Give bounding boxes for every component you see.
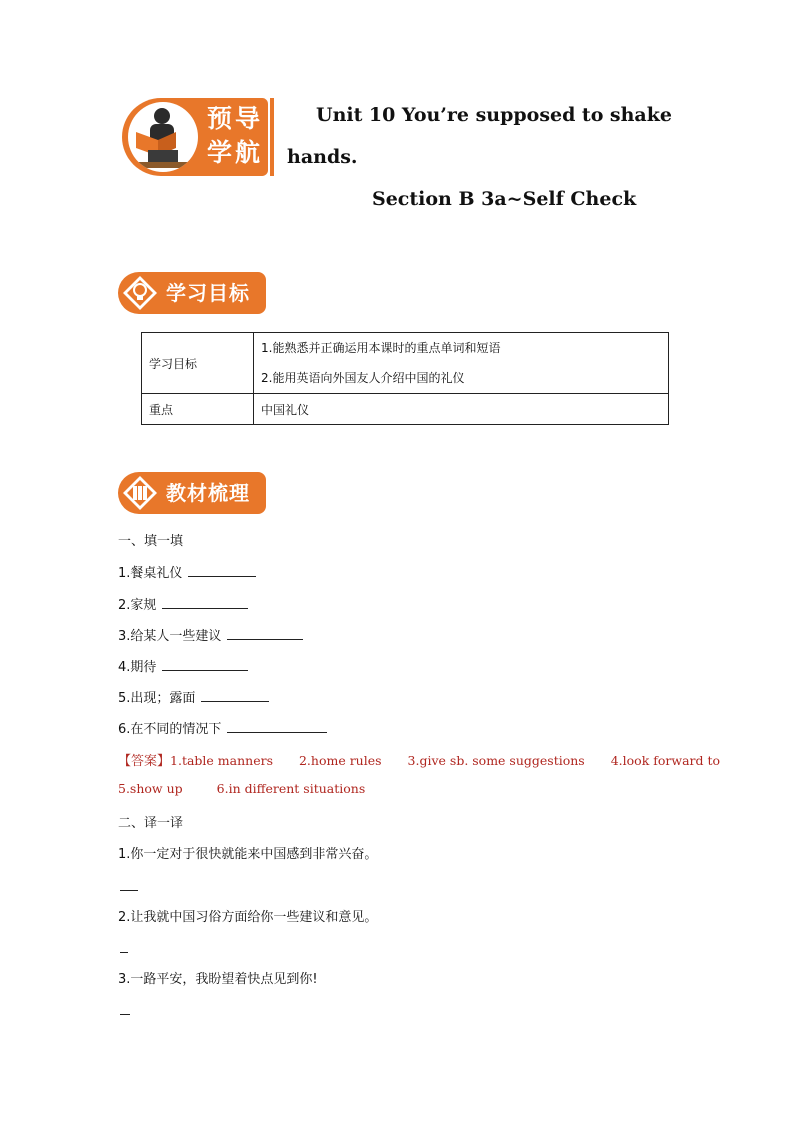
- fill-item: [118, 562, 256, 581]
- fill-item-text: 3.给某人一些建议: [118, 629, 222, 644]
- answer-blank[interactable]: [162, 658, 248, 671]
- badge-line-2: 学航: [206, 138, 263, 167]
- unit-title-line2: hands.: [287, 146, 358, 168]
- focus-label-cell: 重点: [142, 394, 254, 425]
- section-badge-materials: [118, 472, 268, 514]
- part2-heading: 二、译一译: [118, 816, 184, 831]
- fill-item-text: 1.餐桌礼仪: [118, 566, 183, 581]
- answer-item: 3.give sb. some suggestions: [407, 753, 585, 768]
- title-word: 10: [368, 104, 396, 126]
- title-word: Unit: [316, 104, 363, 126]
- title-word: You’re: [401, 104, 470, 126]
- answer-item: 2.home rules: [298, 753, 382, 768]
- translate-item: 1.你一定对于很快就能来中国感到非常兴奋。: [118, 847, 378, 862]
- fill-item: [118, 687, 269, 706]
- translate-item: 2.让我就中国习俗方面给你一些建议和意见。: [118, 910, 378, 925]
- answer-tag: 【答案】: [118, 754, 171, 769]
- table-row: [142, 394, 669, 425]
- answer-line[interactable]: [120, 1014, 130, 1015]
- lightbulb-icon: [122, 275, 158, 311]
- goals-items-cell: [254, 333, 669, 394]
- answer-line-2: [118, 781, 365, 796]
- fill-item-text: 5.出现；露面: [118, 691, 196, 706]
- title-word: supposed: [475, 104, 576, 126]
- header-divider: [270, 98, 274, 176]
- goals-table: [141, 332, 669, 425]
- header-badge: [122, 98, 272, 176]
- table-row: [142, 333, 669, 394]
- fill-item: [118, 625, 303, 644]
- title-word: to: [581, 104, 604, 126]
- answer-blank[interactable]: [188, 564, 256, 577]
- title-word: shake: [609, 104, 672, 126]
- books-icon: [122, 475, 158, 511]
- section-title: Section B 3a~Self Check: [372, 188, 637, 210]
- answer-item: 5.show up: [118, 781, 183, 796]
- answer-item: 1.table manners: [170, 753, 273, 768]
- answer-blank[interactable]: [227, 627, 303, 640]
- header-badge-text: [204, 102, 266, 170]
- goals-label-cell: 学习目标: [142, 333, 254, 394]
- badge-line-1: 预导: [206, 104, 263, 133]
- fill-item: [118, 656, 248, 675]
- answer-line[interactable]: [120, 952, 128, 953]
- answer-item: 4.look forward to: [610, 753, 721, 768]
- fill-item: [118, 594, 248, 613]
- reading-man-icon: [128, 102, 198, 172]
- answer-line-1: [118, 750, 720, 769]
- fill-item: [118, 718, 327, 737]
- focus-value-cell: 中国礼仪: [254, 394, 669, 425]
- answer-blank[interactable]: [201, 689, 269, 702]
- goal-item: 2.能用英语向外国友人介绍中国的礼仪: [261, 371, 465, 385]
- fill-item-text: 6.在不同的情况下: [118, 722, 222, 737]
- section-badge-label: 学习目标: [166, 281, 250, 305]
- fill-item-text: 2.家规: [118, 598, 157, 613]
- unit-title: [316, 104, 672, 126]
- goal-item: 1.能熟悉并正确运用本课时的重点单词和短语: [261, 341, 501, 355]
- answer-line[interactable]: [120, 890, 138, 891]
- answer-blank[interactable]: [227, 720, 327, 733]
- section-badge-goals: [118, 272, 268, 314]
- answer-item: 6.in different situations: [216, 781, 366, 796]
- fill-item-text: 4.期待: [118, 660, 157, 675]
- section-badge-label: 教材梳理: [166, 481, 250, 505]
- part1-heading: 一、填一填: [118, 534, 184, 549]
- answer-blank[interactable]: [162, 596, 248, 609]
- translate-item: 3.一路平安，我盼望着快点见到你!: [118, 972, 318, 987]
